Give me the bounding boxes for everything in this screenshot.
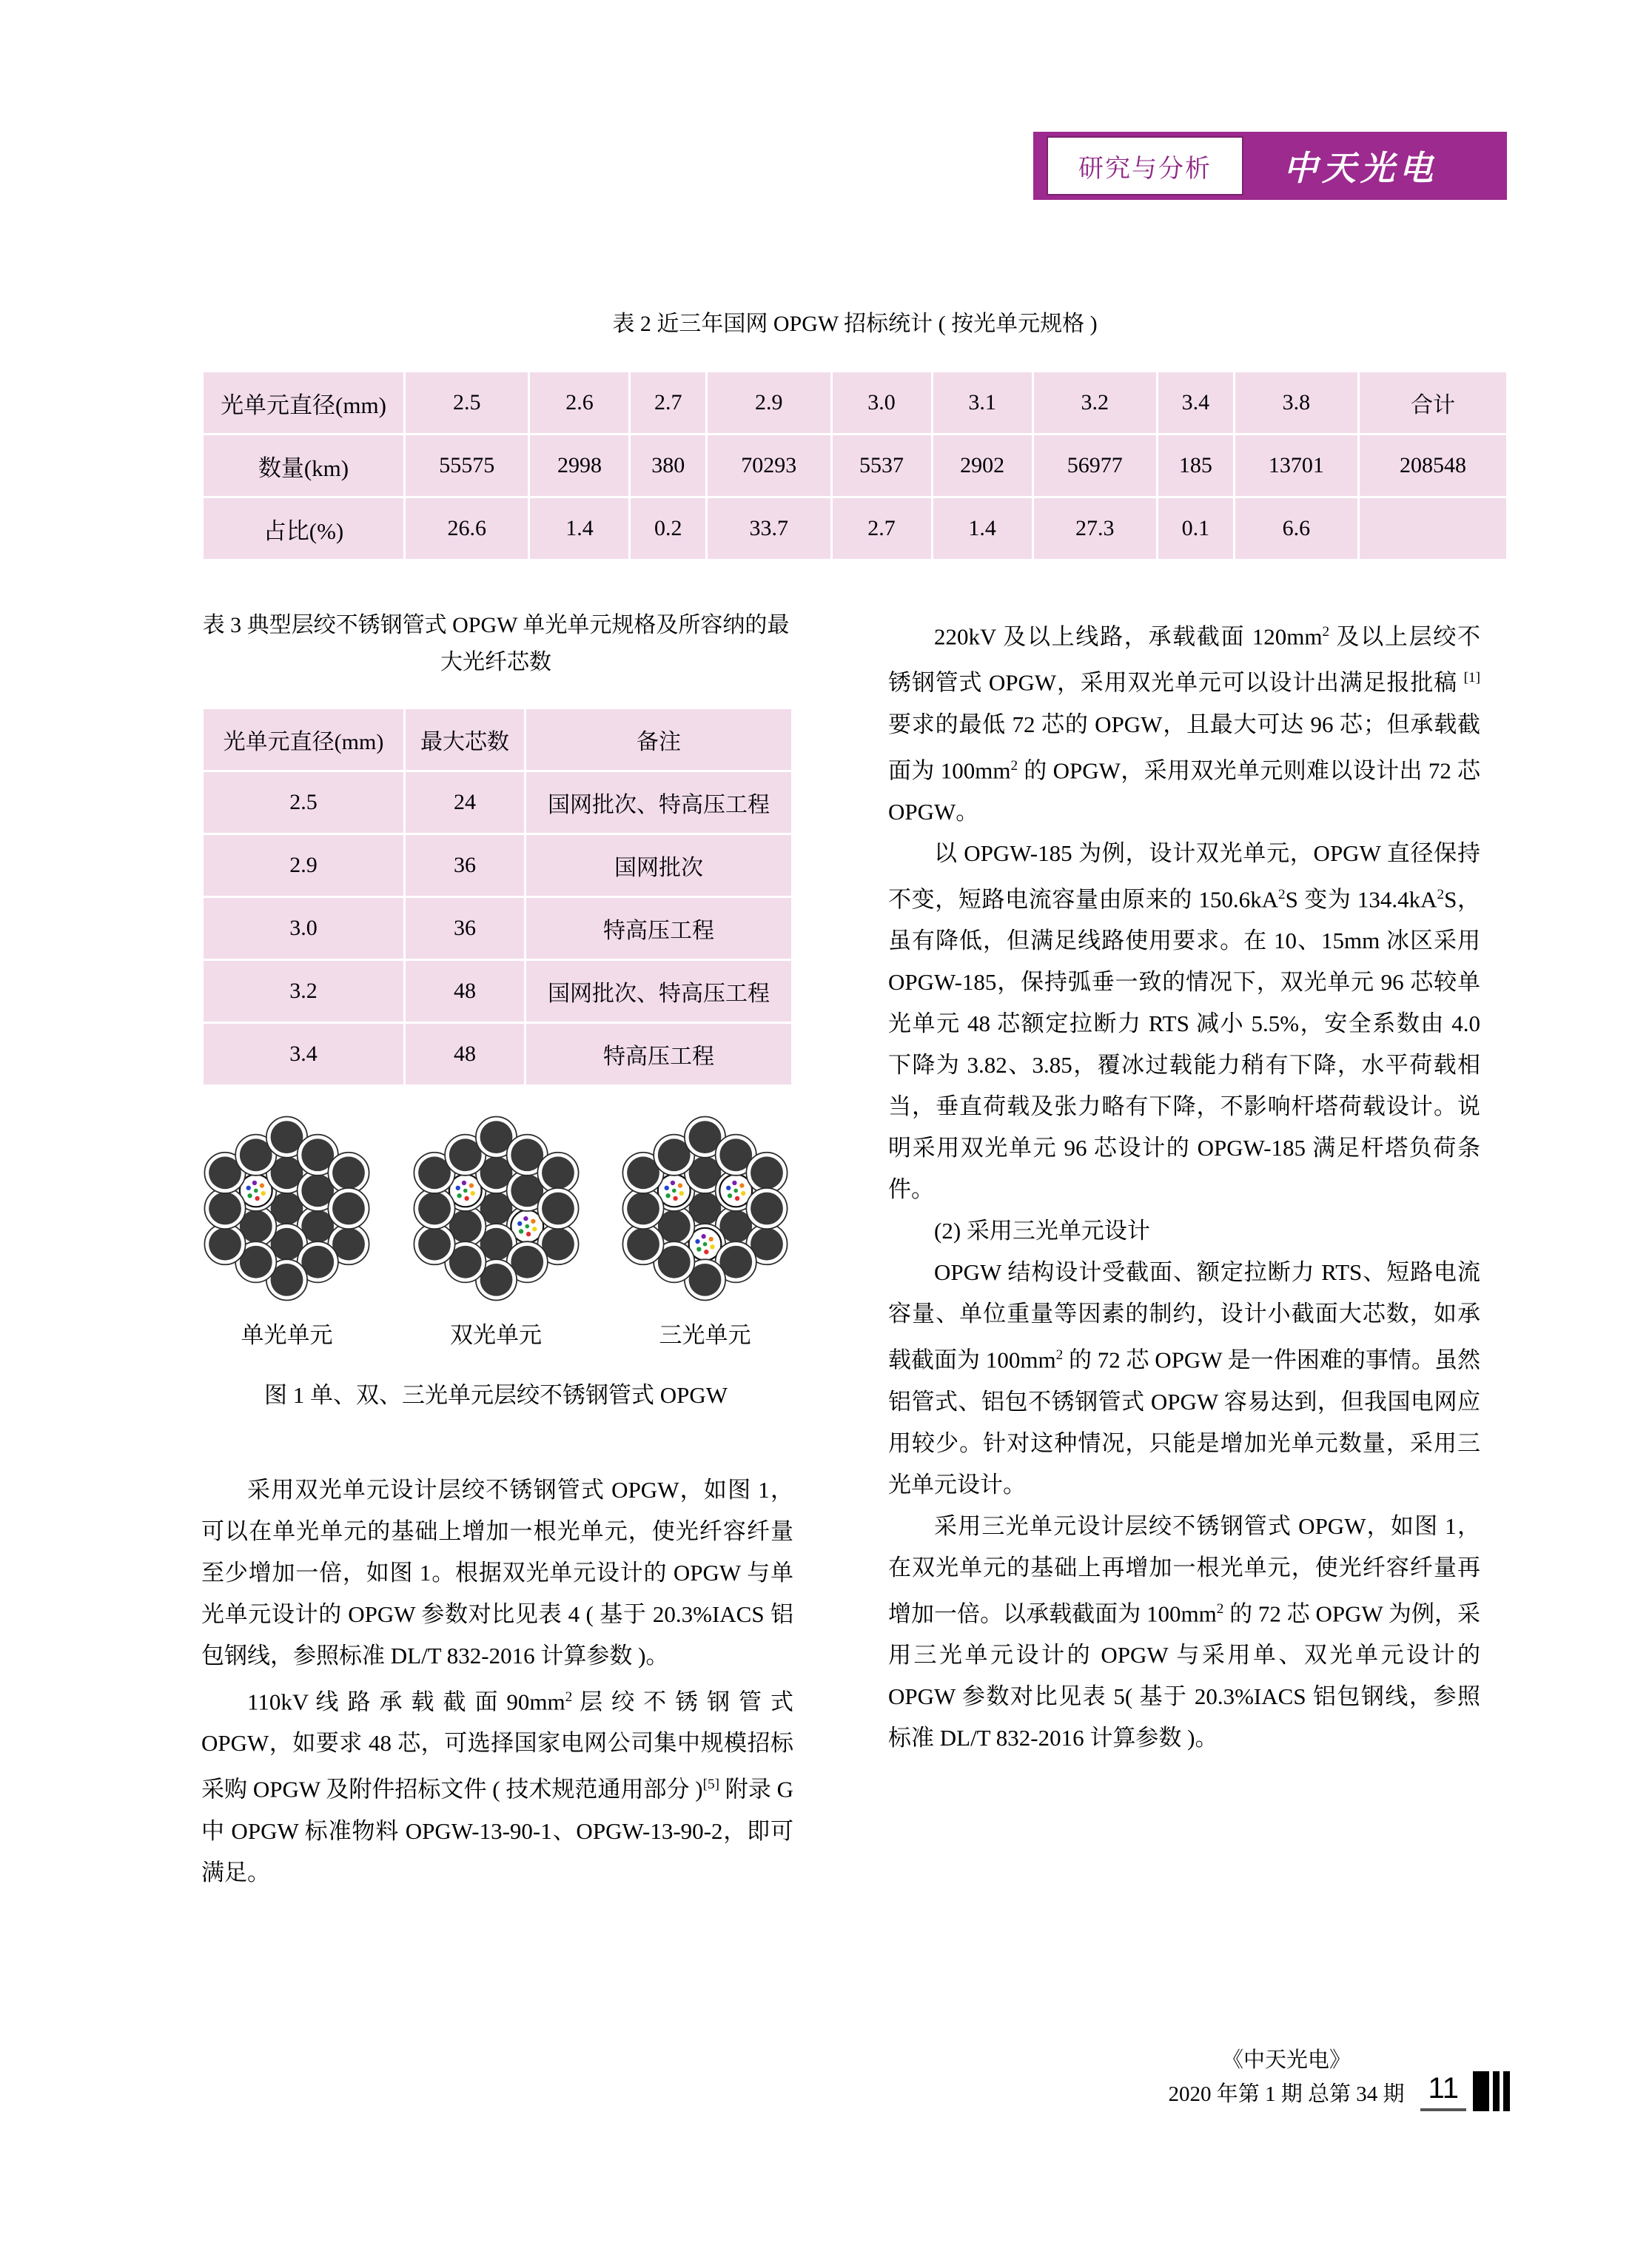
table-row	[203, 372, 1508, 435]
footer-issue: 2020 年第 1 期 总第 34 期	[1168, 2082, 1405, 2106]
table-cell: 2.6	[529, 372, 630, 435]
table3-caption: 表 3 典型层绞不锈钢管式 OPGW 单光单元规格及所容纳的最大光纤芯数	[202, 613, 790, 674]
table-cell: 185	[1158, 435, 1235, 497]
paragraph: 220kV 及以上线路，承载截面 $120mm^2$ 及以上层绞不锈钢管式 OPGW，采用双光单元可以设计出满足报批稿 [1] 要求的最低 72 芯的 OPGW，且最大可达 96 芯；但承载截面为 $100mm^2$ 的 OPGW，采用双光单元则难以设计出 72 芯 OPGW。	[888, 623, 1480, 825]
table-cell: 13701	[1234, 435, 1358, 497]
table-row	[203, 1023, 793, 1086]
table-row	[203, 897, 793, 960]
cable-cross-section	[402, 1114, 591, 1303]
table-cell: 国网批次	[526, 834, 793, 897]
table-cell: 2.9	[203, 834, 405, 897]
table-column-header: 最大芯数	[405, 708, 526, 771]
header-banner	[1033, 132, 1507, 200]
table-cell: 56977	[1032, 435, 1157, 497]
body-column-right	[888, 611, 1480, 1759]
table-cell: 2.7	[831, 497, 932, 560]
table-cell: 2998	[529, 435, 630, 497]
table-cell: 3.1	[932, 372, 1032, 435]
table-cell: 2.9	[707, 372, 831, 435]
table-cell: 3.4	[1158, 372, 1235, 435]
page-number-block	[1420, 2071, 1510, 2111]
paragraph: 采用双光单元设计层绞不锈钢管式 OPGW，如图 1，可以在单光单元的基础上增加一根光单元，使光纤容纤量至少增加一倍，如图 1。根据双光单元设计的 OPGW 与单光单元设计的 OPGW 参数对比见表 4 ( 基于 20.3%IACS 铝包钢线，参照标准 DL/T 832-2016 计算参数 )。	[201, 1477, 793, 1669]
paragraph: OPGW 结构设计受截面、额定拉断力 RTS、短路电流容量、单位重量等因素的制约，设计小截面大芯数，如承载截面为 $100mm^2$ 的 72 芯 OPGW 是一件困难的事情。虽然铝管式、铝包不锈钢管式 OPGW 容易达到，但我国电网应用较少。针对这种情况，只能是增加光单元数量，采用三光单元设计。	[888, 1259, 1480, 1498]
table-cell: 5537	[831, 435, 932, 497]
paragraph: 以 OPGW-185 为例，设计双光单元，OPGW 直径保持不变，短路电流容量由原来的 $150.6kA^2S$ 变为 $134.4kA^2S$，虽有降低，但满足线路使用要求。在 10、15mm 冰区采用 OPGW-185，保持弧垂一致的情况下，双光单元 96 芯较单光单元 48 芯额定拉断力 RTS 减小 5.5%，安全系数由 4.0 下降为 3.82、3.85，覆冰过载能力稍有下降，水平荷载相当，垂直荷载及张力略有下降，不影响杆塔荷载设计。说明采用双光单元 96 芯设计的 OPGW-185 满足杆塔负荷条件。	[888, 839, 1480, 1203]
table2	[201, 370, 1508, 561]
table-cell: 3.0	[203, 897, 405, 960]
page-decoration-bars	[1469, 2071, 1510, 2111]
table2-caption: 表 2 近三年国网 OPGW 招标统计 ( 按光单元规格 )	[612, 312, 1098, 336]
footer-journal-title: 《中天光电》	[1221, 2048, 1351, 2072]
brand-logo: 中天光电	[1283, 148, 1437, 188]
cable-section-label: 三光单元	[659, 1322, 751, 1348]
table-row	[203, 960, 793, 1023]
table-cell: 3.0	[831, 372, 932, 435]
table-cell: 3.2	[1032, 372, 1157, 435]
table-cell	[1359, 497, 1508, 560]
table-header-row	[203, 708, 793, 771]
table-cell: 2.5	[405, 372, 529, 435]
table3	[201, 707, 793, 1087]
table-cell: 26.6	[405, 497, 529, 560]
cable-section-label: 双光单元	[450, 1322, 542, 1348]
table-column-header: 备注	[526, 708, 793, 771]
table-row	[203, 771, 793, 834]
table-row-label: 占比(%)	[203, 497, 405, 560]
table-row	[203, 497, 1508, 560]
table-row	[203, 435, 1508, 497]
cable-diagram-svg	[402, 1114, 591, 1303]
table-cell: 24	[405, 771, 526, 834]
table-cell: 48	[405, 1023, 526, 1086]
table-cell: 2902	[932, 435, 1032, 497]
table-cell: 合计	[1359, 372, 1508, 435]
table-cell: 国网批次、特高压工程	[526, 960, 793, 1023]
table-row	[203, 834, 793, 897]
table-column-header: 光单元直径(mm)	[203, 708, 405, 771]
cable-diagram-svg	[192, 1114, 381, 1303]
figure1-caption: 图 1 单、双、三光单元层绞不锈钢管式 OPGW	[263, 1382, 728, 1408]
table-row-label: 数量(km)	[203, 435, 405, 497]
page-number: 11	[1420, 2072, 1466, 2111]
table-cell: 特高压工程	[526, 897, 793, 960]
table-cell: 6.6	[1234, 497, 1358, 560]
cable-cross-section	[611, 1114, 799, 1303]
table-cell: 36	[405, 897, 526, 960]
footer-journal-info	[1168, 2043, 1404, 2111]
cable-cross-section	[192, 1114, 381, 1303]
table-cell: 1.4	[529, 497, 630, 560]
table-cell: 3.2	[203, 960, 405, 1023]
table-cell: 0.1	[1158, 497, 1235, 560]
table-cell: 48	[405, 960, 526, 1023]
table-cell: 特高压工程	[526, 1023, 793, 1086]
table-cell: 36	[405, 834, 526, 897]
table-cell: 27.3	[1032, 497, 1157, 560]
table-cell: 3.4	[203, 1023, 405, 1086]
table-cell: 70293	[707, 435, 831, 497]
table-cell: 3.8	[1234, 372, 1358, 435]
table-cell: 208548	[1359, 435, 1508, 497]
section-tag: 研究与分析	[1047, 136, 1243, 195]
figure1	[185, 1114, 807, 1409]
paragraph: 采用三光单元设计层绞不锈钢管式 OPGW，如图 1，在双光单元的基础上再增加一根光单元，使光纤容纤量再增加一倍。以承载截面为 $100mm^2$ 的 72 芯 OPGW 为例，采用三光单元设计的 OPGW 与采用单、双光单元设计的 OPGW 参数对比见表 5( 基于 20.3%IACS 铝包钢线，参照标准 DL/T 832-2016 计算参数 )。	[888, 1512, 1480, 1751]
paragraph: (2) 采用三光单元设计	[934, 1218, 1150, 1244]
table-cell: 33.7	[707, 497, 831, 560]
cable-diagram-svg	[611, 1114, 799, 1303]
body-column-left	[201, 1469, 793, 1894]
table-cell: 国网批次、特高压工程	[526, 771, 793, 834]
page-footer	[888, 2043, 1510, 2111]
table-row-label: 光单元直径(mm)	[203, 372, 405, 435]
table-cell: 0.2	[630, 497, 707, 560]
paragraph: 110kV 线 路 承 载 截 面 $90mm^2$ 层 绞 不 锈 钢 管 式 OPGW，如要求 48 芯，可选择国家电网公司集中规模招标采购 OPGW 及附件招标文件 ( 技术规范通用部分 )[5] 附录 G 中 OPGW 标准物料 OPGW-13-90-1、OPGW-13-90-2，即可满足。	[201, 1689, 794, 1885]
table-cell: 2.7	[630, 372, 707, 435]
table-cell: 1.4	[932, 497, 1032, 560]
cable-section-label: 单光单元	[241, 1322, 333, 1348]
table-cell: 55575	[405, 435, 529, 497]
table-cell: 2.5	[203, 771, 405, 834]
table-cell: 380	[630, 435, 707, 497]
